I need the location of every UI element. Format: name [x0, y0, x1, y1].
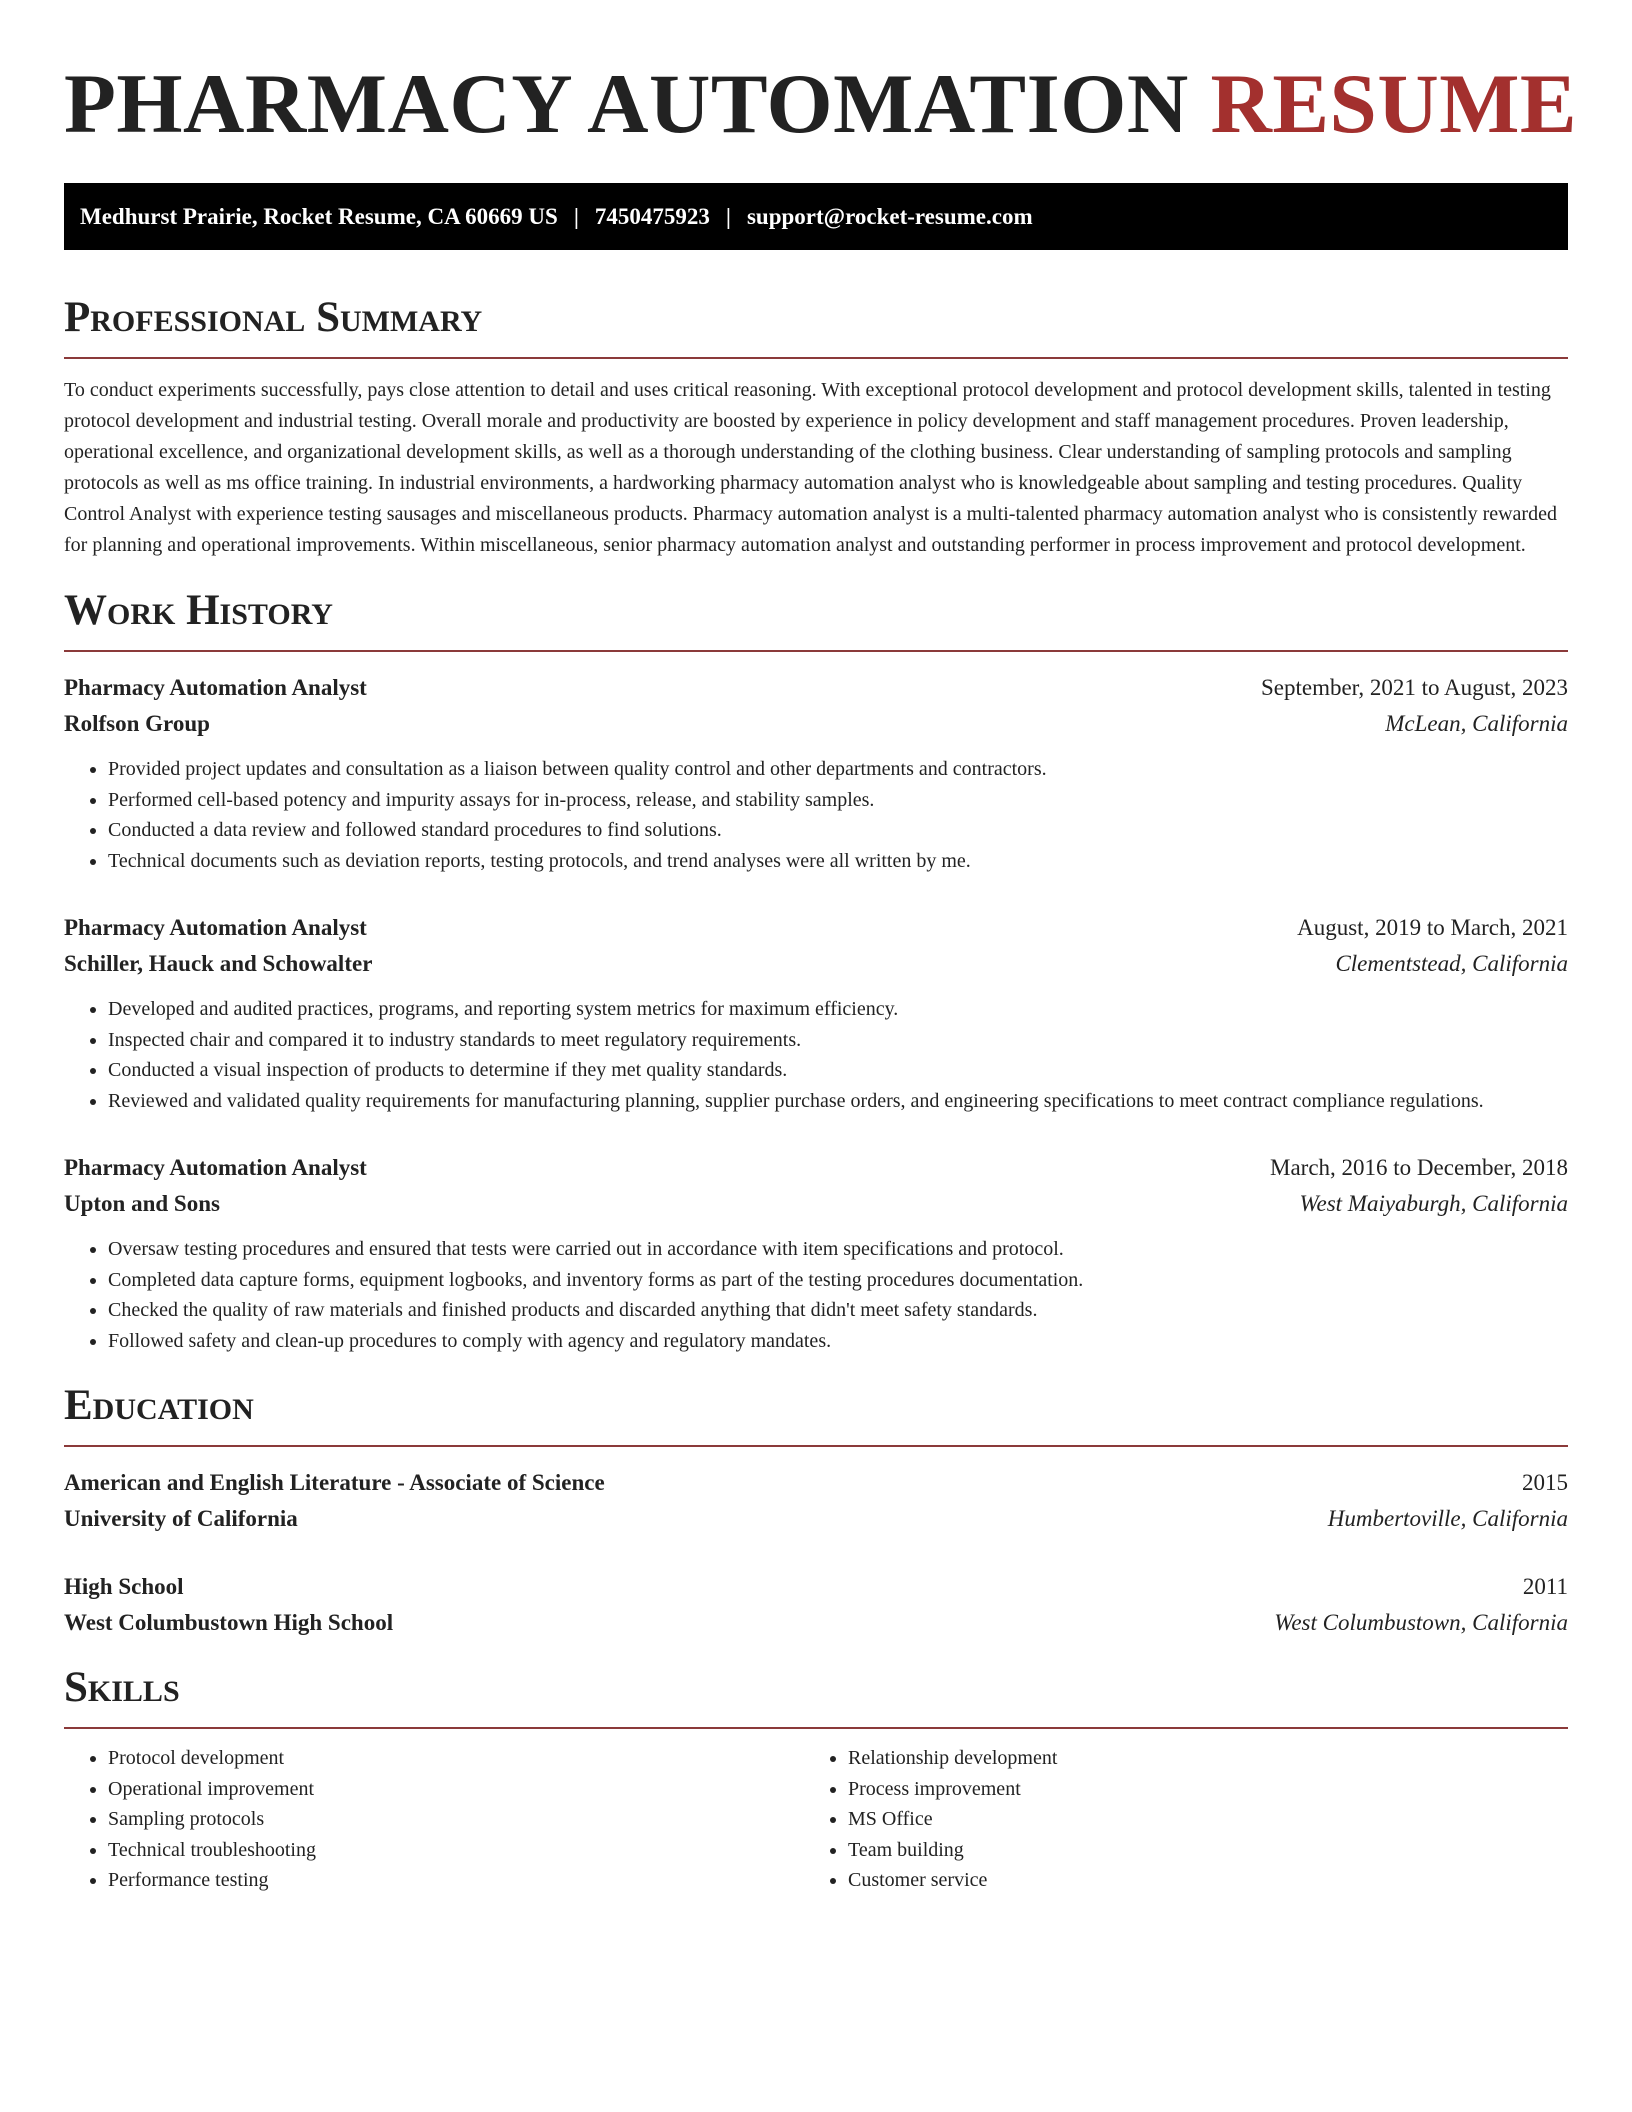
education-entry	[64, 1569, 1568, 1641]
job-bullets	[64, 754, 1568, 876]
skills-section	[64, 1663, 1568, 1896]
skills-list-right	[804, 1743, 1564, 1896]
job-bullet: • Reviewed and validated quality requirements for manufacturing planning, supplier purchase orders, and engineering specifications to meet contract compliance regulations.	[108, 1086, 1568, 1117]
job-bullets	[64, 1234, 1568, 1356]
education-entry	[64, 1465, 1568, 1537]
title-accent: RESUME	[1210, 57, 1578, 151]
job-bullet: • Oversaw testing procedures and ensured that tests were carried out in accordance with item specifications and protocol.	[108, 1234, 1568, 1265]
skill-item: • Customer service	[848, 1865, 1564, 1896]
job-bullet: • Conducted a data review and followed standard procedures to find solutions.	[108, 815, 1568, 846]
skill-item: • Operational improvement	[108, 1774, 804, 1805]
education-year: 2015	[1522, 1470, 1568, 1495]
education-year: 2011	[1522, 1574, 1568, 1599]
education-location: West Columbustown, California	[1274, 1610, 1568, 1635]
skill-item: • MS Office	[848, 1804, 1564, 1835]
job-location: Clementstead, California	[1335, 951, 1568, 976]
education-location: Humbertoville, California	[1327, 1506, 1568, 1531]
skills-heading: Skills	[64, 1663, 1568, 1729]
job-location: West Maiyaburgh, California	[1299, 1191, 1568, 1216]
contact-separator: |	[573, 203, 579, 229]
work-history-section	[64, 586, 1568, 1356]
job-bullet: • Checked the quality of raw materials and finished products and discarded anything that didn't meet safety standards.	[108, 1295, 1568, 1326]
job-entry	[64, 670, 1568, 876]
job-company: Upton and Sons	[64, 1191, 220, 1216]
title-main: PHARMACY AUTOMATION	[64, 57, 1189, 151]
skills-list-left	[64, 1743, 804, 1896]
education-section	[64, 1381, 1568, 1641]
job-bullet: • Conducted a visual inspection of products to determine if they met quality standards.	[108, 1055, 1568, 1086]
job-company: Rolfson Group	[64, 711, 210, 736]
contact-phone: 7450475923	[594, 203, 710, 229]
work-history-heading: Work History	[64, 586, 1568, 652]
education-degree: American and English Literature - Associate of Science	[64, 1470, 605, 1495]
contact-email[interactable]: support@rocket-resume.com	[746, 203, 1033, 229]
job-bullet: • Provided project updates and consultation as a liaison between quality control and other departments and contractors.	[108, 754, 1568, 785]
skill-item: • Performance testing	[108, 1865, 804, 1896]
job-bullet: • Developed and audited practices, programs, and reporting system metrics for maximum efficiency.	[108, 994, 1568, 1025]
skill-item: • Protocol development	[108, 1743, 804, 1774]
summary-heading: Professional Summary	[64, 293, 1568, 359]
job-dates: September, 2021 to August, 2023	[1260, 675, 1568, 700]
job-entry	[64, 1150, 1568, 1356]
job-dates: August, 2019 to March, 2021	[1297, 915, 1568, 940]
contact-separator: |	[725, 203, 731, 229]
job-title: Pharmacy Automation Analyst	[64, 1155, 367, 1180]
skill-item: • Team building	[848, 1835, 1564, 1866]
job-bullet: • Performed cell-based potency and impurity assays for in-process, release, and stability samples.	[108, 785, 1568, 816]
contact-bar	[64, 183, 1568, 250]
job-company: Schiller, Hauck and Schowalter	[64, 951, 373, 976]
education-school: University of California	[64, 1506, 298, 1531]
job-dates: March, 2016 to December, 2018	[1270, 1155, 1568, 1180]
skill-item: • Technical troubleshooting	[108, 1835, 804, 1866]
education-school: West Columbustown High School	[64, 1610, 394, 1635]
job-bullet: • Followed safety and clean-up procedures to comply with agency and regulatory mandates.	[108, 1326, 1568, 1357]
education-degree: High School	[64, 1574, 184, 1599]
contact-address: Medhurst Prairie, Rocket Resume, CA 60669 US	[80, 203, 558, 229]
skill-item: • Process improvement	[848, 1774, 1564, 1805]
job-location: McLean, California	[1385, 711, 1568, 736]
summary-text: To conduct experiments successfully, pays close attention to detail and uses critical reasoning. With exceptional protocol development and protocol development skills, talented in testing protocol development and industrial testing. Overall morale and productivity are boosted by experience in policy development and staff management procedures. Proven leadership, operational excellence, and organizational development skills, as well as a thorough understanding of the clothing business. Clear understanding of sampling protocols and sampling protocols as well as ms office training. In industrial environments, a hardworking pharmacy automation analyst who is knowledgeable about sampling and testing procedures. Quality Control Analyst with experience testing sausages and miscellaneous products. Pharmacy automation analyst is a multi-talented pharmacy automation analyst who is consistently rewarded for planning and operational improvements. Within miscellaneous, senior pharmacy automation analyst and outstanding performer in process improvement and protocol development.	[64, 379, 1557, 556]
job-bullets	[64, 994, 1568, 1116]
education-heading: Education	[64, 1381, 1568, 1447]
resume-title	[64, 0, 1578, 158]
job-bullet: • Completed data capture forms, equipment logbooks, and inventory forms as part of the testing procedures documentation.	[108, 1265, 1568, 1296]
skill-item: • Sampling protocols	[108, 1804, 804, 1835]
job-title: Pharmacy Automation Analyst	[64, 915, 367, 940]
skills-columns	[64, 1743, 1568, 1896]
summary-section	[64, 293, 1568, 561]
job-title: Pharmacy Automation Analyst	[64, 675, 367, 700]
job-bullet: • Inspected chair and compared it to industry standards to meet regulatory requirements.	[108, 1025, 1568, 1056]
job-bullet: • Technical documents such as deviation reports, testing protocols, and trend analyses were all written by me.	[108, 846, 1568, 877]
job-entry	[64, 910, 1568, 1116]
skill-item: • Relationship development	[848, 1743, 1564, 1774]
